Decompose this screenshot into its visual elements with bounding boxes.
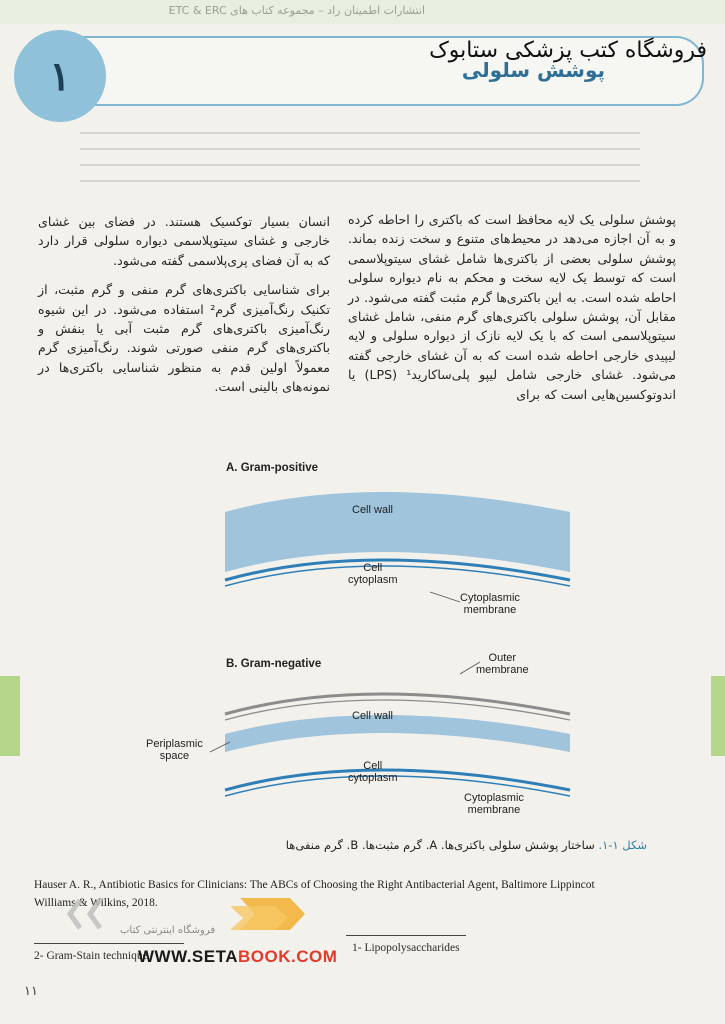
paragraph: پوشش سلولی یک لایه محافظ است که باکتری را احاطه کرده و به آن اجازه می‌دهد در محیط‌های متنوع و سخت زنده بماند. پوشش سلولی بعضی از باکتری‌ها شامل غشای سیتوپلاسمی است که توسط یک لایه سخت و محکم به نام دیواره سلولی احاطه شده است. به این باکتری‌ها گرم مثبت گفته می‌شود. در مقابل آن، پوشش سلولی باکتری‌های گرم منفی، شامل غشای سیتوپلاسمی است که با یک لایه نازک از دیواره سلولی و لایه لیپیدی خارجی احاطه شده است که به آن غشای خارجی گفته می‌شود. غشای خارجی شامل لیپو پلی‌ساکارید¹ (LPS) یا اندوتوکسین‌هایی است که برای <box>348 212 677 402</box>
panel-a-title: A. Gram-positive <box>226 462 319 474</box>
side-tab-right <box>711 676 725 756</box>
chapter-number: ۱ <box>14 30 106 122</box>
body-right-column <box>348 210 676 414</box>
figure-caption-number: شکل ۱-۱. <box>598 838 647 852</box>
setabook-logo <box>60 880 310 950</box>
label-cell-wall-a: Cell wall <box>352 504 393 516</box>
footnote-rule <box>346 935 466 936</box>
logo-url-suffix: BOOK.COM <box>238 947 338 966</box>
logo-url-prefix: WWW.SETA <box>138 947 238 966</box>
bleed-through-text <box>80 118 640 208</box>
logo-url <box>138 947 337 967</box>
label-cytoplasmic-membrane-b: Cytoplasmic membrane <box>464 792 524 816</box>
panel-b-title: B. Gram-negative <box>226 658 322 670</box>
page-number: ۱۱ <box>24 984 38 999</box>
body-left-column <box>38 212 330 407</box>
side-tab-left <box>0 676 20 756</box>
cell-envelope-figure <box>130 452 630 832</box>
chapter-title: پوشش سلولی <box>461 58 605 82</box>
paragraph: برای شناسایی باکتری‌های گرم منفی و گرم مثبت، از تکنیک رنگ‌آمیزی گرم² استفاده می‌شود. در این شیوه رنگ‌آمیزی باکتری‌های گرم مثبت آبی یا بنفش و باکتری‌های گرم منفی صورتی شوند. رنگ‌آمیزی گرم معمولاً اولین قدم به منظور شناسایی باکتری‌ها در نمونه‌های بالینی است. <box>38 282 330 395</box>
label-cell-wall-b: Cell wall <box>352 710 393 722</box>
label-cell-cytoplasm-a: Cell cytoplasm <box>348 562 398 586</box>
logo-subtitle: فروشگاه اینترنتی کتاب <box>120 925 216 936</box>
reference-line-1: Hauser A. R., Antibiotic Basics for Clinicians: The ABCs of Choosing the Right Antibacterial Agent, Baltimore Lippincot <box>34 879 595 891</box>
publisher-line: انتشارات اطمینان راد – مجموعه کتاب های ETC & ERC <box>168 4 425 17</box>
label-outer-membrane: Outer membrane <box>476 652 529 676</box>
reference-line-2: Williams & Wilkins, 2018. <box>34 897 158 909</box>
label-periplasmic-space: Periplasmic space <box>146 738 203 762</box>
label-cytoplasmic-membrane-a: Cytoplasmic membrane <box>460 592 520 616</box>
label-cell-cytoplasm-b: Cell cytoplasm <box>348 760 398 784</box>
footnote-left: 2- Gram-Stain technique <box>34 950 148 962</box>
gram-negative-cell-wall <box>225 715 570 752</box>
figure-caption <box>286 838 647 852</box>
store-watermark-title: فروشگاه کتب پزشکی ستابوک <box>429 38 707 63</box>
leader-line <box>430 592 460 602</box>
paragraph: انسان بسیار توکسیک هستند. در فضای بین غشای خارجی و غشای سیتوپلاسمی دیواره سلولی قرار دارد که به آن فضای پری‌پلاسمی گفته می‌شود. <box>38 214 330 268</box>
footnote-right: 1- Lipopolysaccharides <box>352 942 460 954</box>
figure-caption-text: ساختار پوشش سلولی باکتری‌ها. A. گرم مثبت‌ها. B. گرم منفی‌ها <box>285 838 595 852</box>
